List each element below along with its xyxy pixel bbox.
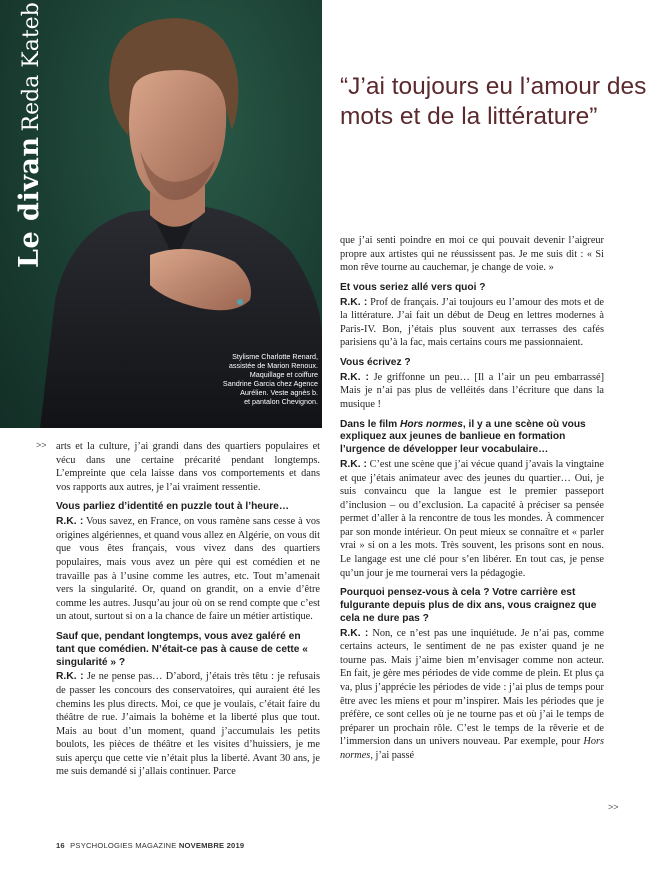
- answer: R.K. : Je griffonne un peu… [Il a l’air un peu embarrassé] Mais je n’ai pas plus de velléités dans l’écriture que dans la musique !: [340, 371, 604, 410]
- right-column: [340, 234, 604, 769]
- continued-from-marker: >>: [36, 440, 47, 450]
- answer: R.K. : Je ne pense pas… D’abord, j’étais très têtu : je refusais de passer les concours des conservatoires, qui auraient été les chemins les plus directs. Moi, ce que je voulais, c’était faire du théâtre de rue. J’aimais la bohème et la liberté plus que tout. Mais au bout d’un moment, quand j’accumulais les petits boulots, les pièces de théâtre et les visites d’huissiers, je me suis aperçu que cette vie n’était plus la liberté. Avant 30 ans, je me suis demandé si j’allais continuer. Parce: [56, 671, 321, 778]
- issue-date: NOVEMBRE 2019: [178, 841, 245, 850]
- page-footer: [56, 841, 244, 850]
- section-title: Le divan: [14, 136, 45, 268]
- question: Vous écrivez ?: [340, 356, 411, 368]
- continued-on-marker: >>: [608, 802, 619, 812]
- page-number: 16: [56, 841, 65, 850]
- question: Vous parliez d’identité en puzzle tout à l’heure…: [56, 501, 290, 513]
- left-column: [56, 440, 320, 785]
- question: Et vous seriez allé vers quoi ?: [340, 281, 486, 293]
- answer: R.K. : Vous savez, en France, on vous ramène sans cesse à vos origines algériennes, et quand vous allez en Algérie, on vous dit que vous êtes français, vous vivez dans des quartiers populaires, mais vous avez un père qui est comédien et ne travaille pas à l’usine comme les autres, etc. Tout m’amenait vers la singularité. Or, quand on grandit, on a envie d’être comme les autres. Jusqu’au jour où on se rend compte que c’est un atout, surtout si on a la chance de faire un métier artistique.: [56, 516, 321, 623]
- interviewee-name: Reda Kateb: [19, 2, 44, 132]
- pull-quote: “J’ai toujours eu l’amour des mots et de la littérature”: [340, 73, 647, 130]
- magazine-name: PSYCHOLOGIES MAGAZINE: [70, 841, 177, 850]
- section-rubric: [6, 0, 46, 270]
- answer: R.K. : C’est une scène que j’ai vécue quand j’avais la vingtaine et que j’étais animateur avec des jeunes du quartier… Oui, je suis convaincu que la langue est le premier passeport d’inclusion – ou d’exclusion. La capacité à préciser sa pensée permet d’aller à la rencontre de tous les mondes. À commencer par son monde intérieur. On peut mieux se connaître et « parler vrai » si on a les mots. Très souvent, les prisons sont en nous. Le langage est une clé pour s’en libérer. En tout cas, je pense qu’un jour je me tournerai vers la pédagogie.: [340, 458, 604, 579]
- photo-credit: Stylisme Charlotte Renard, assistée de Marion Renoux. Maquillage et coiffure Sandrine Garcia chez Agence Aurélien. Veste agnès b. et pantalon Chevignon.: [222, 352, 318, 406]
- answer: R.K. : Prof de français. J’ai toujours eu l’amour des mots et de la littérature. J’ai fait un début de Deug en lettres modernes à Paris-IV. Bon, j’étais plus souvent aux terrasses des cafés parisiens qu’à la fac, mais certains cours me passionnaient.: [340, 296, 604, 349]
- question: Pourquoi pensez-vous à cela ? Votre carrière est fulgurante depuis plus de dix ans, vous craignez que cela ne dure pas ?: [340, 587, 597, 624]
- paragraph: que j’ai senti poindre en moi ce qui pouvait devenir l’aigreur propre aux artistes qui ne réussissent pas. Je me suis dit : « Si mon rêve tourne au cauchemar, je change de voie. »: [340, 235, 604, 274]
- answer: R.K. : Non, ce n’est pas une inquiétude. Je n’ai pas, comme certains acteurs, le sentiment de ne pas exister quand je ne tourne pas. Mais j’aime bien m’envisager comme non acteur. En fait, je gère mes périodes de vide comme de plein. Et plus ça va, plus j’apprécie les périodes de vide : j’ai plus de temps pour être avec les miens et pour m’inspirer. Mais les périodes que je préfère, ce sont celles où je ne tourne pas et où j’ai le temps de préparer un prochain rôle. C’est le temps de la rêverie et de l’immersion dans un univers nouveau. Par exemple, pour Hors normes, j’ai passé: [340, 627, 605, 761]
- question: Sauf que, pendant longtemps, vous avez galéré en tant que comédien. N’était-ce pas à cause de cette « singularité » ?: [56, 630, 308, 668]
- paragraph: arts et la culture, j’ai grandi dans des quartiers populaires et vécu dans une certaine précarité pendant longtemps. L’empreinte que cela laisse dans vos comportements et dans vos rapports aux autres, je l’ai vraiment ressentie.: [56, 441, 320, 493]
- question: Dans le film Hors normes, il y a une scène où vous expliquez aux jeunes de banlieue en formation l’urgence de développer leur vocabulaire…: [340, 418, 586, 456]
- portrait-photo: [0, 0, 322, 428]
